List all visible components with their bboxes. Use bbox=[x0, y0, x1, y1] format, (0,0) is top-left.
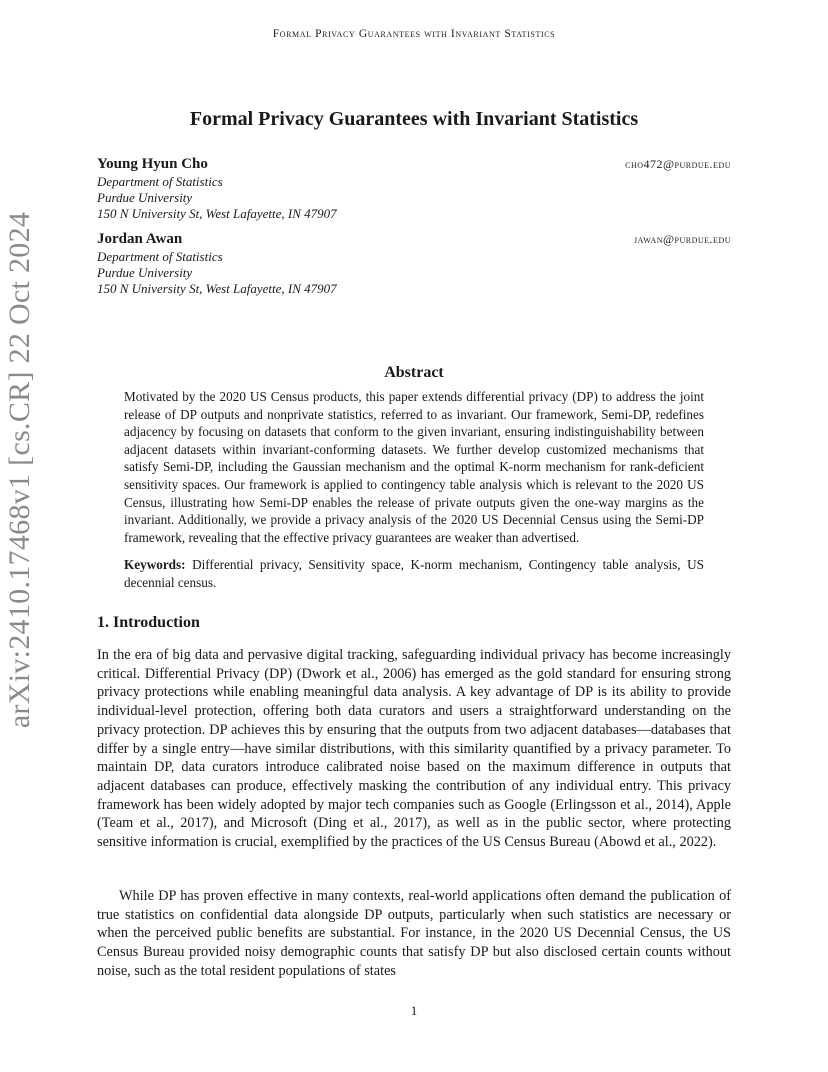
author-email[interactable]: cho472@purdue.edu bbox=[625, 157, 731, 171]
author-university: Purdue University bbox=[97, 265, 193, 280]
arxiv-stamp-text: arXiv:2410.17468v1 [cs.CR] 22 Oct 2024 bbox=[3, 211, 36, 729]
author-block bbox=[97, 155, 731, 222]
author-address: 150 N University St, West Lafayette, IN 47907 bbox=[97, 206, 337, 221]
author-block bbox=[97, 230, 731, 297]
body-paragraph: While DP has proven effective in many contexts, real-world applications often demand the publication of true statistics on confidential data alongside DP outputs, particularly when such statistics are necessary or when the perceived public benefits are substantial. For instance, in the 2020 US Decennial Census, the US Census Bureau provided noisy demographic counts that satisfy DP but also disclosed certain counts without noise, such as the total resident populations of states bbox=[97, 888, 731, 979]
keywords bbox=[124, 556, 704, 591]
running-head: Formal Privacy Guarantees with Invariant Statistics bbox=[272, 28, 556, 40]
author-department: Department of Statistics bbox=[97, 249, 223, 264]
author-name: Young Hyun Cho bbox=[97, 156, 208, 172]
author-name: Jordan Awan bbox=[97, 231, 183, 247]
keywords-label: Keywords: bbox=[124, 557, 186, 572]
author-university: Purdue University bbox=[97, 190, 193, 205]
author-department: Department of Statistics bbox=[97, 174, 223, 189]
body-paragraph: In the era of big data and pervasive digital tracking, safeguarding individual privacy has become increasingly critical. Differential Privacy (DP) (Dwork et al., 2006) has emerged as the gold standard for ensuring strong privacy protections while enabling meaningful data analysis. A key advantage of DP is its ability to provide individual-level protection, offering both data curators and users a straightforward understanding on the privacy protection. DP achieves this by ensuring that the outputs from two adjacent databases—databases that differ by a single entry—have similar distributions, with this similarity quantified by a privacy parameter. To maintain DP, data curators introduce calibrated noise based on the maximum difference in outputs that adjacent databases can produce, effectively masking the contribution of any individual entry. This privacy framework has been widely adopted by major tech companies such as Google (Erlingsson et al., 2014), Apple (Team et al., 2017), and Microsoft (Ding et al., 2017), as well as in the public sector, where protecting sensitive information is crucial, exemplified by the practices of the US Census Bureau (Abowd et al., 2022). bbox=[97, 647, 731, 851]
keywords-text: Differential privacy, Sensitivity space, K-norm mechanism, Contingency table analysis, US decennial census. bbox=[124, 557, 704, 590]
abstract-heading: Abstract bbox=[384, 364, 444, 381]
abstract-text: Motivated by the 2020 US Census products, this paper extends differential privacy (DP) to address the joint release of DP outputs and nonprivate statistics, referred to as invariant. Our framework, Semi-DP, redefines adjacency by focusing on datasets that conform to the given invariant, ensuring indistinguishability between adjacent datasets within invariant-conforming datasets. We further develop customized mechanisms that satisfy Semi-DP, including the Gaussian mechanism and the optimal K-norm mechanism for rank-deficient sensitivity spaces. Our framework is applied to contingency table analysis which is relevant to the 2020 US Census, illustrating how Semi-DP enables the release of private outputs given the one-way margins as the invariant. Additionally, we provide a privacy analysis of the 2020 US Decennial Census using the Semi-DP framework, revealing that the effective privacy guarantees are weaker than advertised. bbox=[124, 389, 704, 545]
section-heading: 1. Introduction bbox=[97, 614, 200, 631]
page-number: 1 bbox=[410, 1003, 418, 1018]
paper-title: Formal Privacy Guarantees with Invariant Statistics bbox=[189, 108, 639, 130]
author-email[interactable]: jawan@purdue.edu bbox=[634, 232, 731, 246]
author-address: 150 N University St, West Lafayette, IN 47907 bbox=[97, 281, 337, 296]
